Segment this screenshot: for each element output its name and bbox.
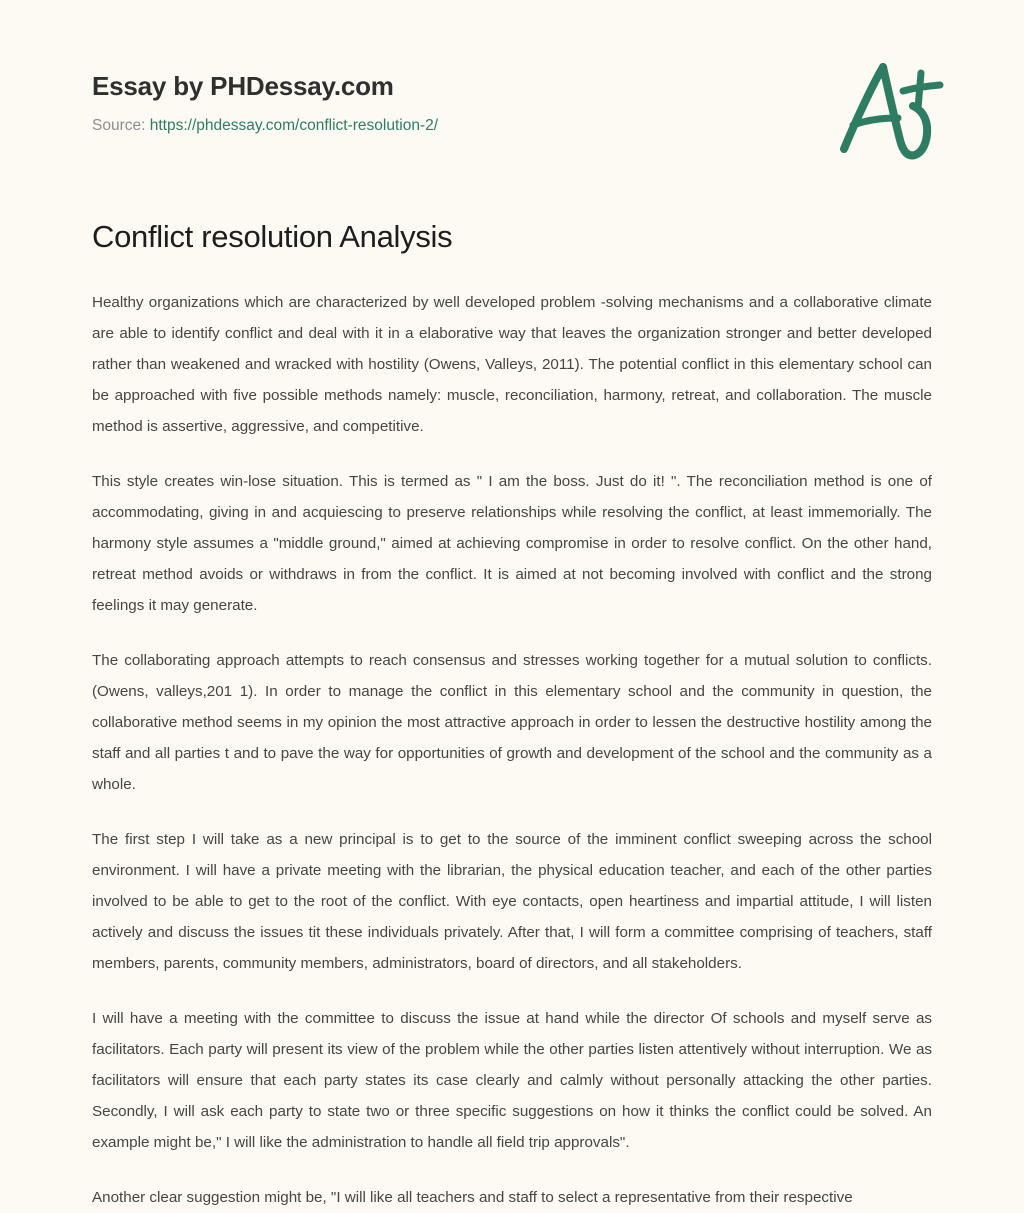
- brand-title: Essay by PHDessay.com: [92, 71, 394, 101]
- page-header: [0, 0, 1024, 140]
- paragraph: Healthy organizations which are characterized by well developed problem -solving mechanisms and a collaborative climate are able to identify conflict and deal with it in a elaborative way that leaves the organization stronger and better developed rather than weakened and wracked with hostility (Owens, Valleys, 2011). The potential conflict in this elementary school can be approached with five possible methods namely: muscle, reconciliation, harmony, retreat, and collaboration. The muscle method is assertive, aggressive, and competitive.: [92, 294, 932, 436]
- a-plus-handwritten-logo-icon: [820, 48, 952, 166]
- paragraph: The collaborating approach attempts to reach consensus and stresses working together for a mutual solution to conflicts. (Owens, valleys,201 1). In order to manage the conflict in this elementary school and the community in question, the collaborative method seems in my opinion the most attractive approach in order to lessen the destructive hostility among the staff and all parties t and to pave the way for opportunities of growth and development of the school and the community as a whole.: [92, 652, 932, 794]
- article-body: [0, 255, 1024, 1213]
- source-line: [92, 117, 932, 136]
- paragraph: The first step I will take as a new principal is to get to the source of the imminent conflict sweeping across the school environment. I will have a private meeting with the librarian, the physical education teacher, and each of the other parties involved to be able to get to the root of the conflict. With eye contacts, open heartiness and impartial attitude, I will listen actively and discuss the issues tit these individuals privately. After that, I will form a committee comprising of teachers, staff members, parents, community members, administrators, board of directors, and all stakeholders.: [92, 831, 932, 973]
- source-label: Source:: [92, 116, 146, 134]
- page-title: Conflict resolution Analysis: [92, 219, 453, 254]
- paragraph: This style creates win-lose situation. This is termed as " I am the boss. Just do it! ". The reconciliation method is one of accommodating, giving in and acquiescing to preserve relationships while resolving the conflict, at least immemorially. The harmony style assumes a "middle ground," aimed at achieving compromise in order to resolve conflict. On the other hand, retreat method avoids or withdraws in from the conflict. It is aimed at not becoming involved with conflict and the strong feelings it may generate.: [92, 473, 932, 615]
- paragraph: Another clear suggestion might be, "I will like all teachers and staff to select a representative from their respective: [92, 1189, 853, 1207]
- paragraph: I will have a meeting with the committee to discuss the issue at hand while the director Of schools and myself serve as facilitators. Each party will present its view of the problem while the other parties listen attentively without interruption. We as facilitators will ensure that each party states its case clearly and calmly without personally attacking the other parties. Secondly, I will ask each party to state two or three specific suggestions on how it thinks the conflict could be solved. An example might be," I will like the administration to handle all field trip approvals".: [92, 1010, 932, 1152]
- source-url-link[interactable]: https://phdessay.com/conflict-resolution-2/: [149, 116, 439, 134]
